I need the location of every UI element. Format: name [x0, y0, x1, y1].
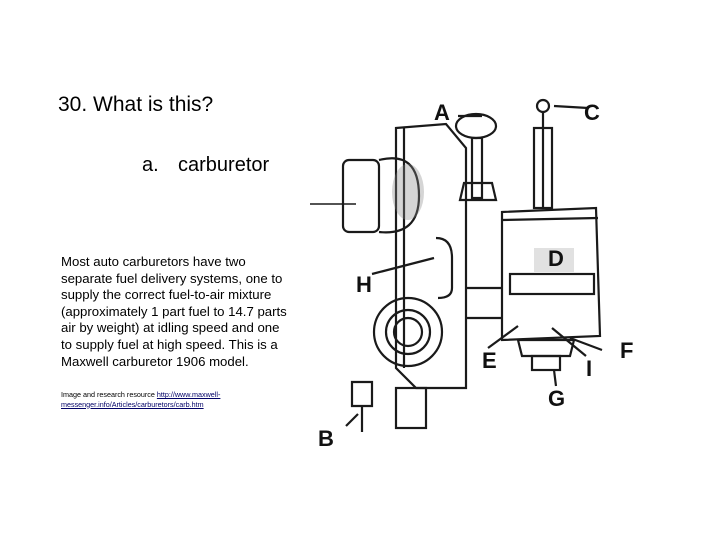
label-d: D [548, 246, 564, 271]
credit-prefix: Image and research resource [61, 390, 157, 399]
image-credit [61, 390, 293, 409]
answer-marker: a. [142, 154, 159, 176]
question-title: 30. What is this? [58, 93, 214, 116]
carburetor-diagram [296, 88, 656, 458]
answer-line [142, 153, 269, 177]
credit-link[interactable]: http://www.maxwell-messenger.info/Articles/carburetors/carb.htm [61, 390, 221, 409]
label-i: I [586, 356, 593, 381]
label-a: A [434, 100, 450, 125]
label-f: F [620, 338, 634, 363]
label-h: H [356, 272, 372, 297]
label-c: C [584, 100, 600, 125]
label-e: E [482, 348, 497, 373]
label-b: B [318, 426, 334, 451]
answer-text: carburetor [178, 154, 270, 176]
description-text: Most auto carburetors have two separate fuel delivery systems, one to supply the correct fuel-to-air mixture (approximately 1 part fuel to 14.7 parts air by weight) at idling speed and one to supply fuel at high speed. This is a Maxwell carburetor 1906 model. [61, 254, 287, 369]
label-g: G [548, 386, 566, 411]
